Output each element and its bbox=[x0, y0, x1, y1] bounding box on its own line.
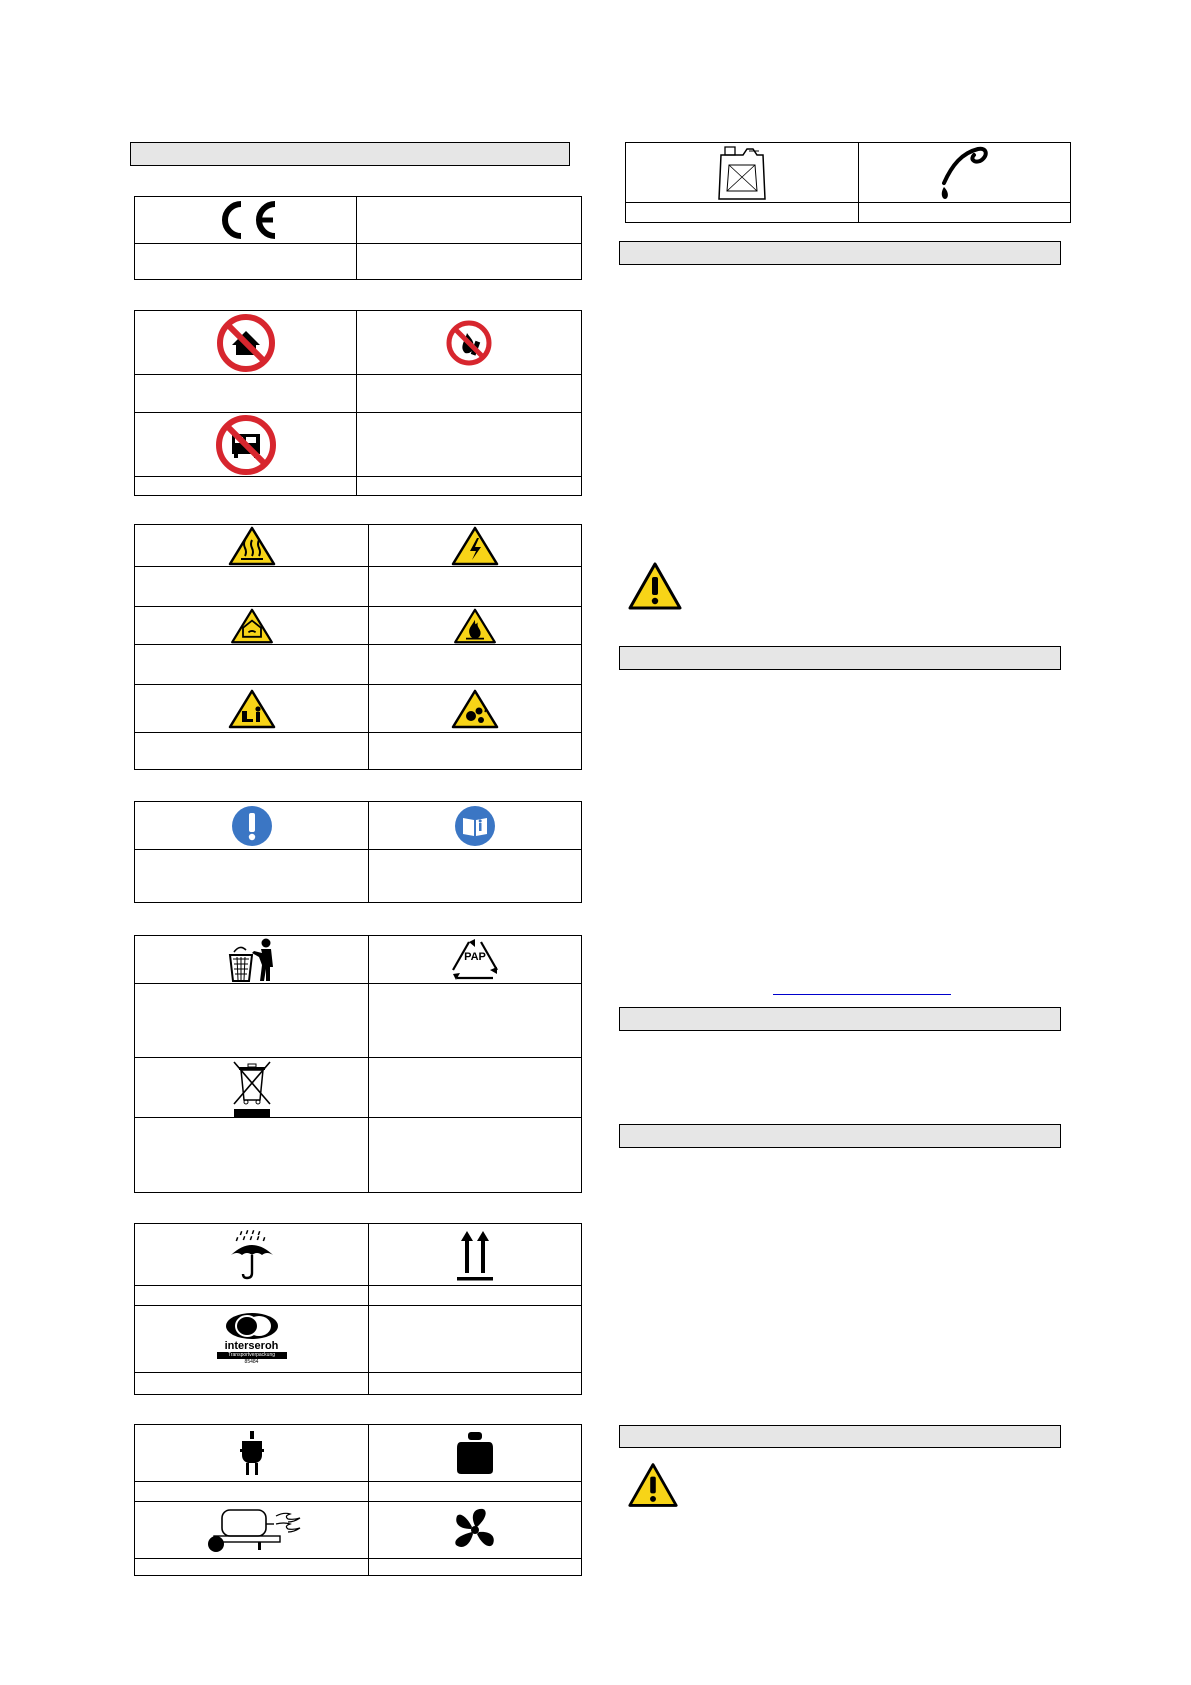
interseroh-cell bbox=[135, 1306, 369, 1373]
keep-dry-icon bbox=[227, 1229, 277, 1281]
toxic-exhaust-cell bbox=[135, 607, 369, 645]
disposal-empty-cell bbox=[369, 1058, 581, 1118]
fuel-can-icon bbox=[713, 143, 771, 203]
mandatory-table bbox=[134, 801, 582, 903]
noise-hazard-cell bbox=[369, 685, 581, 733]
electric-shock-person-icon bbox=[228, 689, 276, 729]
warning-label-2 bbox=[369, 567, 581, 607]
caution-icon-1 bbox=[627, 561, 683, 611]
weee-crossed-bin-icon bbox=[230, 1060, 274, 1118]
section-header-bar-5 bbox=[619, 1124, 1061, 1148]
oil-label-cell bbox=[859, 203, 1070, 222]
ce-mark-cell bbox=[135, 197, 357, 244]
packaging-label-4 bbox=[369, 1373, 581, 1394]
disposal-label-1 bbox=[135, 984, 369, 1058]
interseroh-mark-icon bbox=[224, 1312, 280, 1340]
packaging-label-2 bbox=[369, 1286, 581, 1306]
flammable-cell bbox=[369, 607, 581, 645]
ce-label-desc-cell bbox=[357, 244, 581, 279]
oil-drop-icon bbox=[936, 145, 994, 201]
warning-label-4 bbox=[369, 645, 581, 685]
ce-mark-icon bbox=[213, 200, 279, 240]
technical-table bbox=[134, 1424, 582, 1576]
fan-icon bbox=[450, 1505, 500, 1555]
prohibition-empty-cell bbox=[357, 413, 581, 477]
prohibition-label-2 bbox=[357, 375, 581, 413]
noise-hazard-icon bbox=[451, 689, 499, 729]
power-plug-cell bbox=[135, 1425, 369, 1482]
generator-icon bbox=[200, 1504, 304, 1556]
electric-shock-cell bbox=[135, 685, 369, 733]
prohibition-label-3 bbox=[135, 477, 357, 495]
warning-label-1 bbox=[135, 567, 369, 607]
toxic-exhaust-icon bbox=[230, 608, 274, 644]
power-plug-icon bbox=[236, 1429, 268, 1477]
no-open-fire-cell bbox=[357, 311, 581, 375]
no-indoor-use-cell bbox=[135, 311, 357, 375]
prohibition-label-1 bbox=[135, 375, 357, 413]
dispose-properly-cell bbox=[135, 936, 369, 984]
attention-icon bbox=[231, 805, 273, 847]
electric-voltage-icon bbox=[451, 526, 499, 566]
warning-label-6 bbox=[369, 733, 581, 769]
warning-label-3 bbox=[135, 645, 369, 685]
recycling-pap-icon bbox=[447, 936, 503, 984]
weight-icon bbox=[455, 1430, 495, 1476]
fan-cell bbox=[369, 1502, 581, 1559]
disposal-label-2 bbox=[369, 984, 581, 1058]
section-header-bar-4 bbox=[619, 1007, 1061, 1031]
recycling-code-label: PAP bbox=[464, 950, 486, 963]
flammable-icon bbox=[453, 608, 497, 644]
section-header-bar-3 bbox=[619, 646, 1061, 670]
interseroh-subline: Transportverpackung bbox=[217, 1352, 287, 1359]
this-side-up-cell bbox=[369, 1224, 581, 1286]
generator-cell bbox=[135, 1502, 369, 1559]
attention-cell bbox=[135, 802, 369, 850]
read-manual-cell bbox=[369, 802, 581, 850]
hot-surface-icon bbox=[228, 526, 276, 566]
interseroh-number: 85484 bbox=[244, 1359, 259, 1365]
technical-label-2 bbox=[369, 1482, 581, 1502]
weight-cell bbox=[369, 1425, 581, 1482]
disposal-table bbox=[134, 935, 582, 1193]
ce-desc-cell bbox=[357, 197, 581, 244]
interseroh-brand: interseroh bbox=[224, 1340, 279, 1352]
technical-label-4 bbox=[369, 1559, 581, 1575]
weee-cell bbox=[135, 1058, 369, 1118]
no-open-fire-icon bbox=[445, 319, 493, 367]
keep-dry-cell bbox=[135, 1224, 369, 1286]
packaging-empty-cell bbox=[369, 1306, 581, 1373]
technical-label-1 bbox=[135, 1482, 369, 1502]
packaging-label-3 bbox=[135, 1373, 369, 1394]
mandatory-label-2 bbox=[369, 850, 581, 902]
packaging-label-1 bbox=[135, 1286, 369, 1306]
recycling-cell bbox=[369, 936, 581, 984]
no-covering-cell bbox=[135, 413, 357, 477]
no-covering-generator-icon bbox=[215, 414, 277, 476]
caution-icon-2 bbox=[627, 1461, 679, 1509]
section-header-bar bbox=[130, 142, 570, 166]
this-side-up-icon bbox=[453, 1227, 497, 1283]
read-manual-icon bbox=[454, 805, 496, 847]
ce-label-cell bbox=[135, 244, 357, 279]
oil-drop-cell bbox=[859, 143, 1070, 203]
prohibition-label-4 bbox=[357, 477, 581, 495]
section-header-bar-2 bbox=[619, 241, 1061, 265]
warning-label-5 bbox=[135, 733, 369, 769]
packaging-table bbox=[134, 1223, 582, 1395]
interseroh-logo bbox=[215, 1312, 289, 1366]
mandatory-label-1 bbox=[135, 850, 369, 902]
prohibition-table bbox=[134, 310, 582, 496]
conformity-table bbox=[134, 196, 582, 280]
section-header-bar-6 bbox=[619, 1425, 1061, 1448]
no-indoor-use-icon bbox=[216, 313, 276, 373]
web-link[interactable] bbox=[773, 994, 951, 995]
dispose-properly-icon bbox=[226, 937, 278, 983]
warning-table bbox=[134, 524, 582, 770]
technical-label-3 bbox=[135, 1559, 369, 1575]
fuel-label-cell bbox=[626, 203, 859, 222]
hot-surface-cell bbox=[135, 525, 369, 567]
fuel-can-cell bbox=[626, 143, 859, 203]
disposal-label-3 bbox=[135, 1118, 369, 1192]
electric-voltage-cell bbox=[369, 525, 581, 567]
disposal-label-4 bbox=[369, 1118, 581, 1192]
fuel-oil-table bbox=[625, 142, 1071, 223]
